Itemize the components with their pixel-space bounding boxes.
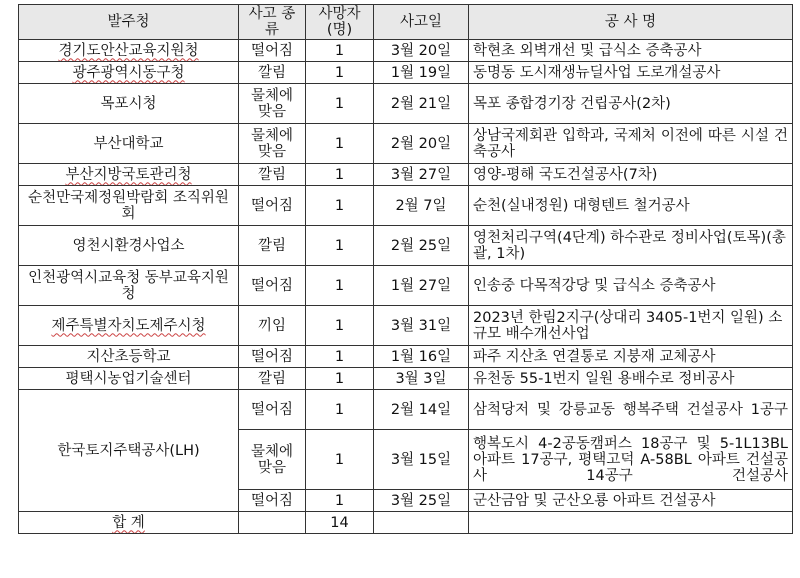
type-cell: 떨어짐	[239, 40, 306, 62]
table-row	[19, 368, 793, 390]
deaths-cell: 1	[306, 84, 374, 124]
table-row	[19, 390, 793, 430]
date-cell: 2월 25일	[374, 226, 469, 266]
agency-cell: 부산지방국토관리청	[19, 164, 239, 186]
project-cell: 파주 지산초 연결통로 지붕재 교체공사	[469, 346, 793, 368]
header-agency: 발주청	[19, 5, 239, 40]
date-cell: 3월 25일	[374, 490, 469, 512]
table-row	[19, 186, 793, 226]
type-cell: 물체에 맞음	[239, 430, 306, 490]
header-project-name: 공 사 명	[469, 5, 793, 40]
project-cell: 삼척당저 및 강릉교동 행복주택 건설공사 1공구	[469, 390, 793, 430]
project-cell: 인송중 다목적강당 및 급식소 증축공사	[469, 266, 793, 306]
total-type-cell	[239, 512, 306, 534]
date-cell: 2월 20일	[374, 124, 469, 164]
project-cell: 2023년 한림2지구(상대리 3405-1번지 일원) 소규모 배수개선사업	[469, 306, 793, 346]
date-cell: 3월 3일	[374, 368, 469, 390]
table-row	[19, 40, 793, 62]
deaths-cell: 1	[306, 124, 374, 164]
table-row	[19, 164, 793, 186]
project-cell: 행복도시 4-2공동캠퍼스 18공구 및 5-1L13BL 아파트 17공구, 평택고덕 A-58BL 아파트 건설공사 14공구 건설공사	[469, 430, 793, 490]
date-cell: 3월 27일	[374, 164, 469, 186]
project-cell: 순천(실내정원) 대형텐트 철거공사	[469, 186, 793, 226]
agency-cell: 광주광역시동구청	[19, 62, 239, 84]
deaths-cell: 1	[306, 368, 374, 390]
agency-cell: 순천만국제정원박람회 조직위원회	[19, 186, 239, 226]
header-accident-type: 사고 종류	[239, 5, 306, 40]
agency-cell: 경기도안산교육지원청	[19, 40, 239, 62]
deaths-cell: 1	[306, 62, 374, 84]
project-cell: 영양-평해 국도건설공사(7차)	[469, 164, 793, 186]
deaths-cell: 1	[306, 186, 374, 226]
agency-cell: 평택시농업기술센터	[19, 368, 239, 390]
lh-agency-cell: 한국토지주택공사(LH)	[19, 390, 239, 512]
deaths-cell: 1	[306, 40, 374, 62]
table-row	[19, 306, 793, 346]
type-cell: 깔림	[239, 368, 306, 390]
deaths-cell: 1	[306, 226, 374, 266]
date-cell: 2월 21일	[374, 84, 469, 124]
project-cell: 유천동 55-1번지 일원 용배수로 정비공사	[469, 368, 793, 390]
table-row	[19, 124, 793, 164]
table-row	[19, 62, 793, 84]
table-row	[19, 346, 793, 368]
date-cell: 1월 27일	[374, 266, 469, 306]
agency-cell: 목포시청	[19, 84, 239, 124]
date-cell: 1월 19일	[374, 62, 469, 84]
agency-cell: 제주특별자치도제주시청	[19, 306, 239, 346]
type-cell: 떨어짐	[239, 186, 306, 226]
project-cell: 상남국제회관 입학과, 국제처 이전에 따른 시설 건축공사	[469, 124, 793, 164]
total-deaths: 14	[306, 512, 374, 534]
total-label: 합 계	[19, 512, 239, 534]
total-project-cell	[469, 512, 793, 534]
date-cell: 3월 20일	[374, 40, 469, 62]
deaths-cell: 1	[306, 390, 374, 430]
accident-table	[18, 4, 793, 534]
agency-cell: 지산초등학교	[19, 346, 239, 368]
project-cell: 군산금암 및 군산오룡 아파트 건설공사	[469, 490, 793, 512]
type-cell: 떨어짐	[239, 346, 306, 368]
deaths-cell: 1	[306, 266, 374, 306]
total-row	[19, 512, 793, 534]
project-cell: 영천처리구역(4단계) 하수관로 정비사업(토목)(총괄, 1차)	[469, 226, 793, 266]
deaths-cell: 1	[306, 306, 374, 346]
deaths-cell: 1	[306, 430, 374, 490]
date-cell: 2월 7일	[374, 186, 469, 226]
agency-cell: 인천광역시교육청 동부교육지원청	[19, 266, 239, 306]
project-cell: 목포 종합경기장 건립공사(2차)	[469, 84, 793, 124]
agency-cell: 영천시환경사업소	[19, 226, 239, 266]
header-row	[19, 5, 793, 40]
type-cell: 깔림	[239, 226, 306, 266]
type-cell: 깔림	[239, 62, 306, 84]
header-accident-date: 사고일	[374, 5, 469, 40]
header-deaths: 사망자 (명)	[306, 5, 374, 40]
type-cell: 떨어짐	[239, 390, 306, 430]
date-cell: 1월 16일	[374, 346, 469, 368]
deaths-cell: 1	[306, 490, 374, 512]
table-row	[19, 226, 793, 266]
type-cell: 깔림	[239, 164, 306, 186]
deaths-cell: 1	[306, 346, 374, 368]
project-cell: 동명동 도시재생뉴딜사업 도로개설공사	[469, 62, 793, 84]
date-cell: 3월 31일	[374, 306, 469, 346]
type-cell: 끼임	[239, 306, 306, 346]
type-cell: 떨어짐	[239, 266, 306, 306]
type-cell: 물체에 맞음	[239, 124, 306, 164]
date-cell: 2월 14일	[374, 390, 469, 430]
project-cell: 학현초 외벽개선 및 급식소 증축공사	[469, 40, 793, 62]
deaths-cell: 1	[306, 164, 374, 186]
table-row	[19, 266, 793, 306]
type-cell: 떨어짐	[239, 490, 306, 512]
total-date-cell	[374, 512, 469, 534]
date-cell: 3월 15일	[374, 430, 469, 490]
agency-cell: 부산대학교	[19, 124, 239, 164]
table-row	[19, 84, 793, 124]
type-cell: 물체에 맞음	[239, 84, 306, 124]
